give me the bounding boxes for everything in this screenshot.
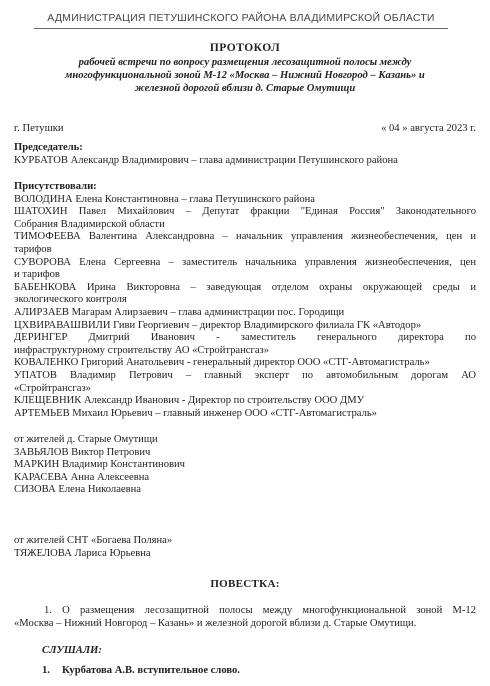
- person-line: АРТЕМЬЕВ Михаил Юрьевич – главный инженер ООО «СТГ-Автомагистраль»: [14, 407, 377, 419]
- place: г. Петушки: [14, 123, 64, 134]
- agenda-line: «Москва – Нижний Новгород – Казань» и железной дорогой вблизи д. Старые Омутищи.: [14, 617, 417, 629]
- person-line: ТИМОФЕЕВА Валентина Александровна – начальник управления жизнеобеспечения, цен и: [14, 231, 476, 243]
- chair-section: [14, 142, 476, 167]
- present-label: Присутствовали:: [14, 181, 97, 192]
- person-line: и тарифов: [14, 269, 60, 281]
- person-line: ЦХВИРАВАШВИЛИ Гиви Георгиевич – директор Владимирского филиала ГК «Автодор»: [14, 319, 422, 331]
- present-section: [14, 181, 476, 420]
- heard-label: СЛУШАЛИ:: [42, 645, 102, 656]
- document-title: ПРОТОКОЛ: [209, 42, 281, 54]
- chair-label: Председатель:: [14, 142, 83, 153]
- person-line: СУВОРОВА Елена Сергеевна – заместитель начальника управления жизнеобеспечения, цен: [14, 256, 476, 268]
- chair-person: КУРБАТОВ Александр Владимирович – глава администрации Петушинского района: [14, 154, 398, 166]
- document-subtitle: [40, 57, 450, 95]
- subtitle-line: многофункциональной зоной М-12 «Москва – Нижний Новгород – Казань» и: [65, 69, 425, 81]
- residents-section: [14, 434, 476, 497]
- person-line: ДЕРИНГЕР Дмитрий Иванович - заместитель генерального директора по: [14, 332, 476, 344]
- person-line: «Стройтрансгаз»: [14, 382, 91, 394]
- person-line: ТЯЖЕЛОВА Лариса Юрьевна: [14, 547, 151, 559]
- snt-label: от жителей СНТ «Богаева Поляна»: [14, 535, 173, 546]
- agenda-item: [14, 605, 476, 630]
- person-line: тарифов: [14, 243, 52, 255]
- snt-list: [14, 548, 476, 561]
- residents-label: от жителей д. Старые Омутищи: [14, 434, 158, 445]
- residents-list: [14, 447, 476, 497]
- agenda-title: ПОВЕСТКА:: [210, 578, 280, 590]
- person-line: ШАТОХИН Павел Михайлович – Депутат фракции "Единая Россия" Законодательного: [14, 206, 476, 218]
- person-line: экологического контроля: [14, 294, 127, 306]
- person-line: КОВАЛЕНКО Григорий Анатольевич - генеральный директор ООО «СТГ-Автомагистраль»: [14, 357, 430, 369]
- person-line: СИЗОВА Елена Николаевна: [14, 484, 142, 496]
- agenda-line: 1. О размещения лесозащитной полосы между многофункциональной зоной М-12: [44, 605, 476, 616]
- person-line: Собрания Владимирской области: [14, 218, 165, 230]
- subtitle-line: железной дорогой вблизи д. Старые Омутищи: [134, 82, 356, 94]
- heard-item-text: Курбатова А.В. вступительное слово.: [62, 665, 240, 676]
- person-line: ЗАВЬЯЛОВ Виктор Петрович: [14, 446, 151, 458]
- person-line: ВОЛОДИНА Елена Константиновна – глава Петушинского района: [14, 193, 315, 205]
- heard-item-number: 1.: [42, 665, 50, 676]
- person-line: МАРКИН Владимир Константинович: [14, 459, 186, 471]
- organization-header: АДМИНИСТРАЦИЯ ПЕТУШИНСКОГО РАЙОНА ВЛАДИМИРСКОЙ ОБЛАСТИ: [34, 12, 448, 29]
- present-list: [14, 194, 476, 421]
- heard-item: [42, 665, 240, 678]
- person-line: УПАТОВ Владимир Петрович – главный эксперт по автомобильным дорогам АО: [14, 369, 476, 381]
- person-line: КАРАСЕВА Анна Алексеевна: [14, 471, 150, 483]
- person-line: БАБЕНКОВА Ирина Викторовна – заведующая отделом охраны окружающей среды и: [14, 281, 476, 293]
- subtitle-line: рабочей встречи по вопросу размещения лесозащитной полосы между: [78, 57, 412, 68]
- snt-section: [14, 535, 476, 560]
- person-line: инфраструктурному строительству АО «Стройтрансгаз»: [14, 344, 270, 356]
- date: « 04 » августа 2023 г.: [381, 123, 476, 134]
- person-line: АЛИРЗАЕВ Магарам Алирзаевич – глава администрации пос. Городищи: [14, 306, 345, 318]
- person-line: КЛЕЩЕВНИК Александр Иванович - Директор по строительству ООО ДМУ: [14, 395, 365, 407]
